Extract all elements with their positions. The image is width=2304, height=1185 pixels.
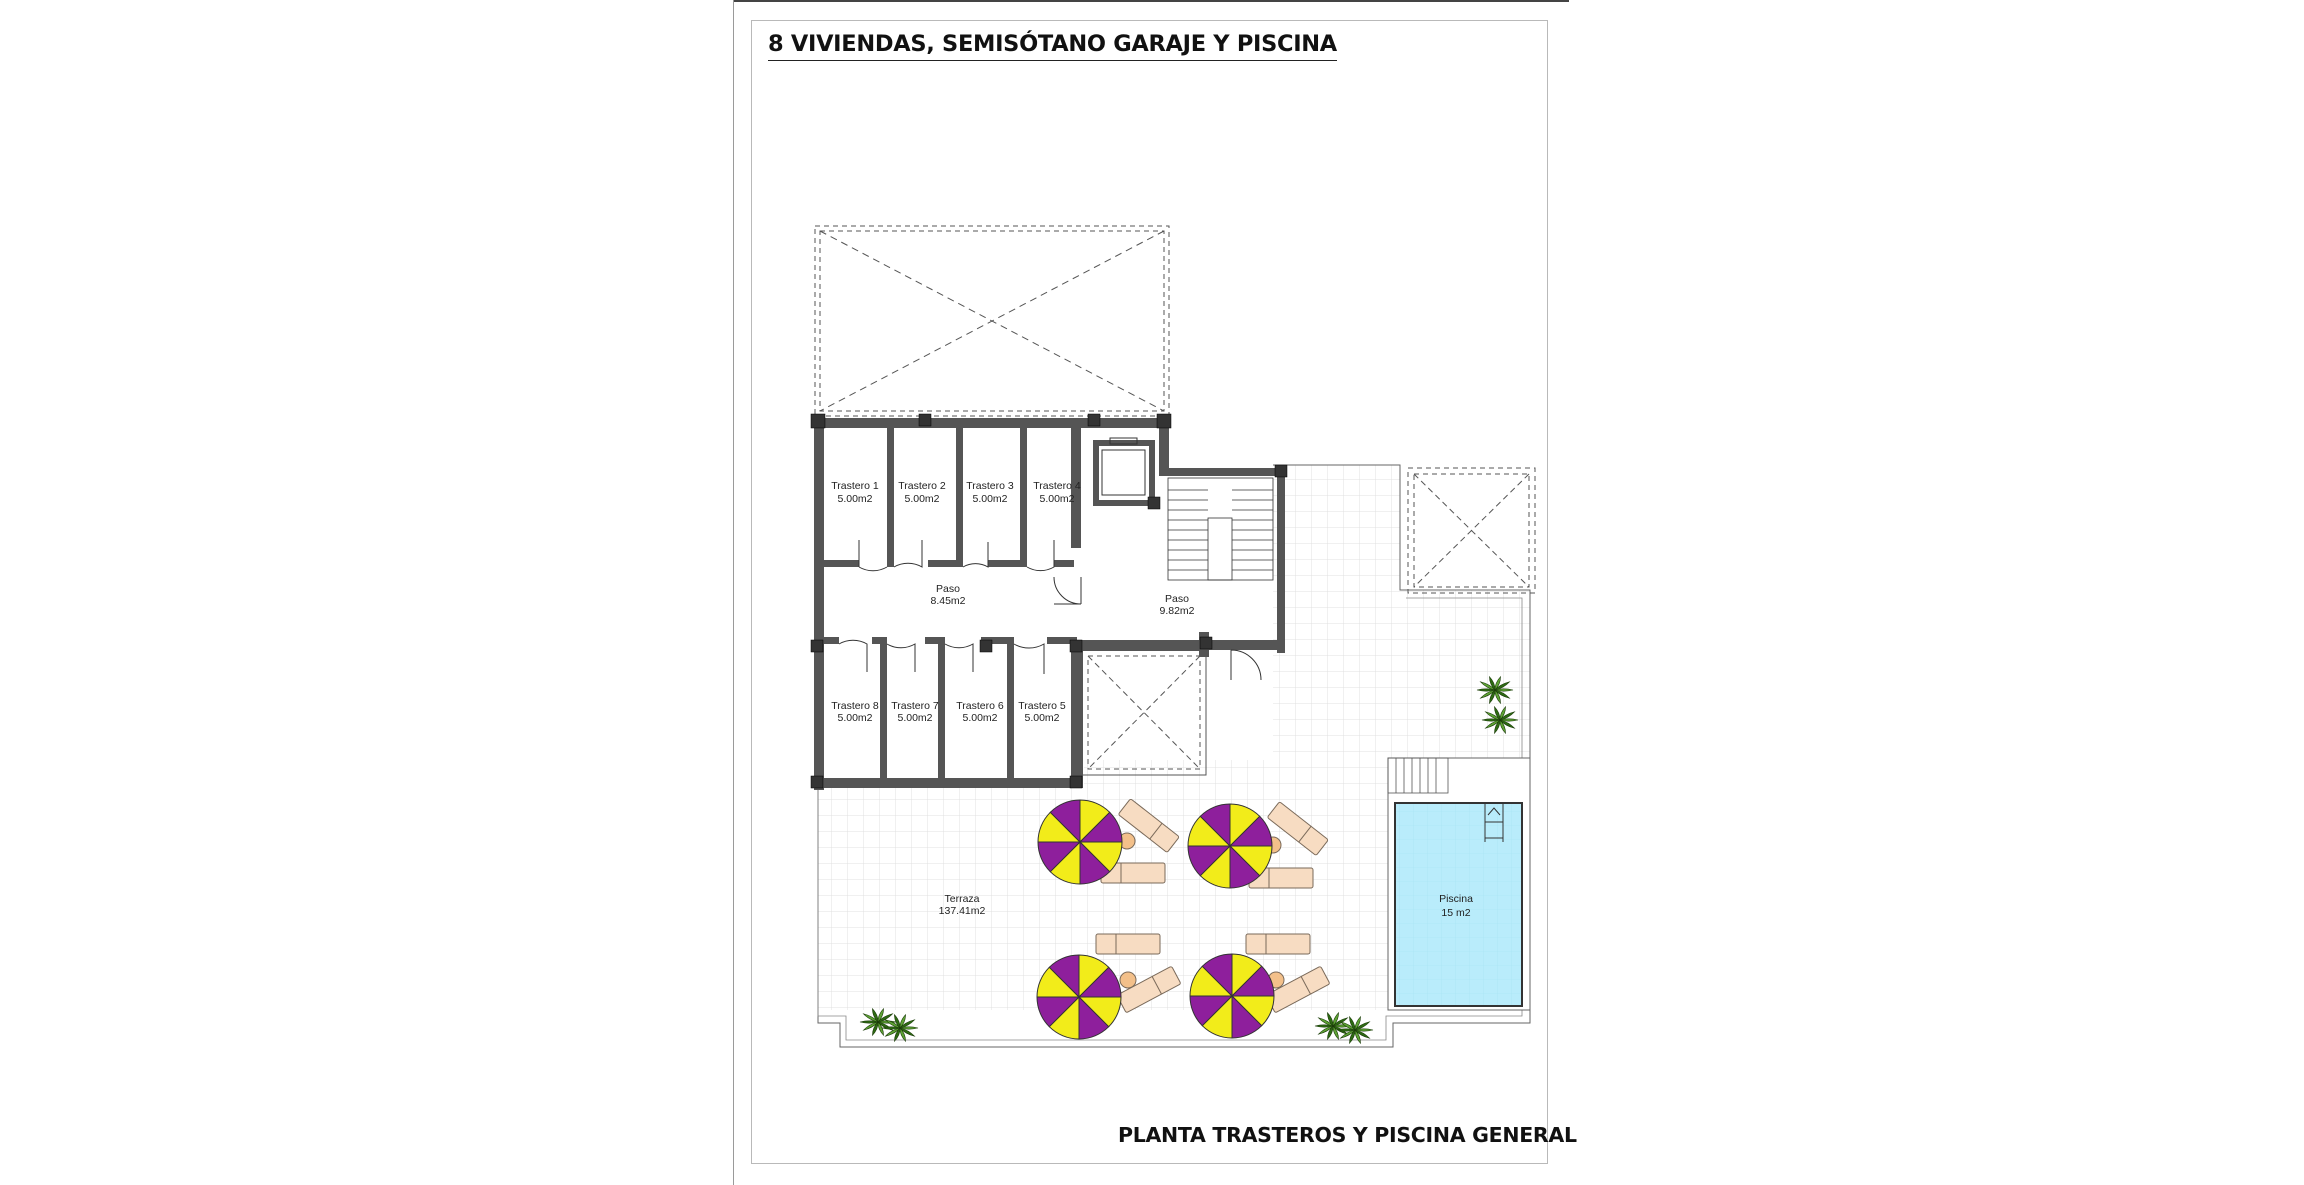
lightwell-void	[1082, 650, 1206, 775]
label-trastero-5: Trastero 5	[1018, 700, 1066, 712]
swimming-pool	[1388, 758, 1530, 1010]
area-trastero-7: 5.00m2	[897, 712, 933, 724]
area-paso-2: 9.82m2	[1159, 605, 1195, 617]
parasol	[1038, 800, 1122, 884]
skylight-void-top	[815, 226, 1169, 416]
label-trastero-8: Trastero 8	[831, 700, 879, 712]
label-trastero-6: Trastero 6	[956, 700, 1004, 712]
area-trastero-4: 5.00m2	[1039, 493, 1075, 505]
area-trastero-5: 5.00m2	[1024, 712, 1060, 724]
label-trastero-1: Trastero 1	[831, 480, 879, 492]
skylight-void-right	[1408, 468, 1535, 593]
area-trastero-3: 5.00m2	[972, 493, 1008, 505]
label-piscina: Piscina	[1439, 893, 1473, 905]
area-trastero-6: 5.00m2	[962, 712, 998, 724]
area-trastero-8: 5.00m2	[837, 712, 873, 724]
label-paso-2: Paso	[1165, 593, 1189, 605]
area-terraza: 137.41m2	[938, 905, 986, 917]
label-trastero-3: Trastero 3	[966, 480, 1014, 492]
plan-title: 8 VIVIENDAS, SEMISÓTANO GARAJE Y PISCINA	[768, 31, 1337, 61]
area-trastero-2: 5.00m2	[904, 493, 940, 505]
lift-shaft	[1102, 438, 1145, 495]
area-paso-1: 8.45m2	[930, 595, 966, 607]
label-trastero-2: Trastero 2	[898, 480, 946, 492]
parasol	[1188, 804, 1272, 888]
label-trastero-7: Trastero 7	[891, 700, 939, 712]
lounger	[1096, 934, 1160, 954]
area-trastero-1: 5.00m2	[837, 493, 873, 505]
staircase	[1168, 478, 1273, 580]
label-trastero-4: Trastero 4	[1033, 480, 1081, 492]
building-walls	[814, 418, 1285, 790]
parasol	[1037, 955, 1121, 1039]
plan-footer-caption: PLANTA TRASTEROS Y PISCINA GENERAL	[1118, 1123, 1577, 1147]
parasol	[1190, 954, 1274, 1038]
lounger	[1246, 934, 1310, 954]
label-paso-1: Paso	[936, 583, 960, 595]
plant	[882, 1015, 918, 1042]
area-piscina: 15 m2	[1441, 907, 1471, 919]
label-terraza: Terraza	[944, 893, 980, 905]
